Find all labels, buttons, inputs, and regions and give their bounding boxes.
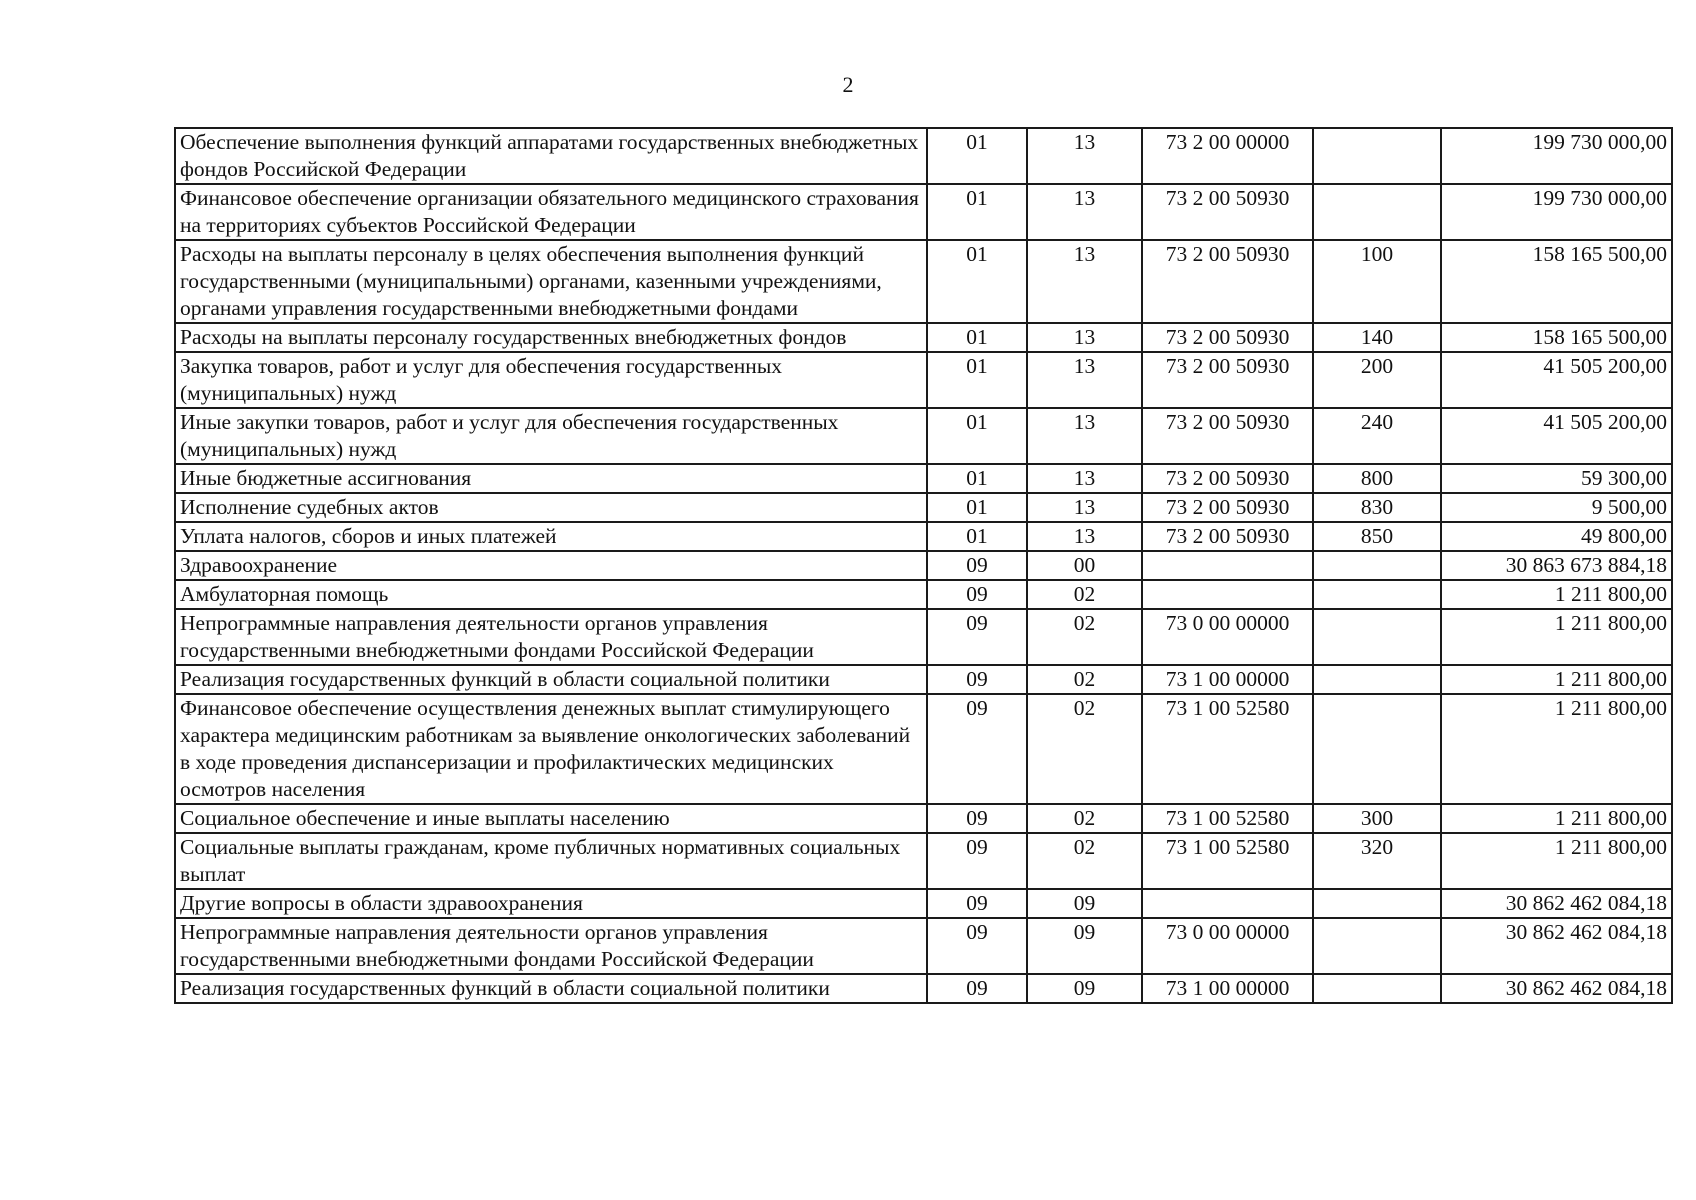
section-code-cell: 01 bbox=[927, 352, 1027, 408]
row-name-cell: Непрограммные направления деятельности органов управления государственными внебюджетными фондами Российской Федерации bbox=[175, 609, 927, 665]
table-row bbox=[175, 522, 1672, 551]
amount-cell: 1 211 800,00 bbox=[1441, 694, 1672, 804]
target-article-cell: 73 2 00 00000 bbox=[1142, 128, 1313, 184]
target-article-cell: 73 2 00 50930 bbox=[1142, 240, 1313, 323]
table-row bbox=[175, 804, 1672, 833]
subsection-code-cell: 02 bbox=[1027, 804, 1142, 833]
amount-cell: 1 211 800,00 bbox=[1441, 580, 1672, 609]
section-code-cell: 09 bbox=[927, 833, 1027, 889]
expense-type-cell bbox=[1313, 665, 1441, 694]
target-article-cell: 73 2 00 50930 bbox=[1142, 522, 1313, 551]
row-name-cell: Финансовое обеспечение осуществления денежных выплат стимулирующего характера медицинским работникам за выявление онкологических заболеваний в ходе проведения диспансеризации и профилактических медицинских осмотров населения bbox=[175, 694, 927, 804]
expense-type-cell bbox=[1313, 609, 1441, 665]
row-name-cell: Уплата налогов, сборов и иных платежей bbox=[175, 522, 927, 551]
amount-cell: 41 505 200,00 bbox=[1441, 352, 1672, 408]
table-row bbox=[175, 184, 1672, 240]
amount-cell: 41 505 200,00 bbox=[1441, 408, 1672, 464]
amount-cell: 9 500,00 bbox=[1441, 493, 1672, 522]
section-code-cell: 01 bbox=[927, 408, 1027, 464]
subsection-code-cell: 09 bbox=[1027, 974, 1142, 1003]
target-article-cell: 73 2 00 50930 bbox=[1142, 352, 1313, 408]
table-row bbox=[175, 408, 1672, 464]
expense-type-cell bbox=[1313, 551, 1441, 580]
subsection-code-cell: 13 bbox=[1027, 522, 1142, 551]
row-name-cell: Расходы на выплаты персоналу в целях обеспечения выполнения функций государственными (муниципальными) органами, казенными учреждениями, органами управления государственными внебюджетными фондами bbox=[175, 240, 927, 323]
amount-cell: 30 862 462 084,18 bbox=[1441, 889, 1672, 918]
table-row bbox=[175, 974, 1672, 1003]
section-code-cell: 09 bbox=[927, 551, 1027, 580]
expense-type-cell: 830 bbox=[1313, 493, 1441, 522]
table-row bbox=[175, 918, 1672, 974]
expense-type-cell: 800 bbox=[1313, 464, 1441, 493]
amount-cell: 59 300,00 bbox=[1441, 464, 1672, 493]
table-row bbox=[175, 580, 1672, 609]
amount-cell: 1 211 800,00 bbox=[1441, 665, 1672, 694]
subsection-code-cell: 13 bbox=[1027, 352, 1142, 408]
subsection-code-cell: 13 bbox=[1027, 493, 1142, 522]
target-article-cell: 73 1 00 00000 bbox=[1142, 974, 1313, 1003]
table-row bbox=[175, 694, 1672, 804]
expense-type-cell bbox=[1313, 184, 1441, 240]
section-code-cell: 09 bbox=[927, 974, 1027, 1003]
row-name-cell: Непрограммные направления деятельности органов управления государственными внебюджетными фондами Российской Федерации bbox=[175, 918, 927, 974]
table-row bbox=[175, 240, 1672, 323]
table-row bbox=[175, 551, 1672, 580]
expense-type-cell: 300 bbox=[1313, 804, 1441, 833]
amount-cell: 1 211 800,00 bbox=[1441, 609, 1672, 665]
table-row bbox=[175, 493, 1672, 522]
expense-type-cell: 140 bbox=[1313, 323, 1441, 352]
target-article-cell: 73 0 00 00000 bbox=[1142, 609, 1313, 665]
section-code-cell: 09 bbox=[927, 694, 1027, 804]
subsection-code-cell: 02 bbox=[1027, 694, 1142, 804]
expense-type-cell: 240 bbox=[1313, 408, 1441, 464]
amount-cell: 158 165 500,00 bbox=[1441, 240, 1672, 323]
target-article-cell: 73 2 00 50930 bbox=[1142, 184, 1313, 240]
section-code-cell: 09 bbox=[927, 665, 1027, 694]
expense-type-cell: 320 bbox=[1313, 833, 1441, 889]
row-name-cell: Исполнение судебных актов bbox=[175, 493, 927, 522]
subsection-code-cell: 02 bbox=[1027, 833, 1142, 889]
expense-type-cell: 100 bbox=[1313, 240, 1441, 323]
target-article-cell: 73 2 00 50930 bbox=[1142, 408, 1313, 464]
expense-type-cell bbox=[1313, 974, 1441, 1003]
target-article-cell bbox=[1142, 580, 1313, 609]
target-article-cell: 73 2 00 50930 bbox=[1142, 493, 1313, 522]
amount-cell: 199 730 000,00 bbox=[1441, 128, 1672, 184]
target-article-cell: 73 1 00 00000 bbox=[1142, 665, 1313, 694]
section-code-cell: 01 bbox=[927, 464, 1027, 493]
row-name-cell: Социальное обеспечение и иные выплаты населению bbox=[175, 804, 927, 833]
target-article-cell: 73 0 00 00000 bbox=[1142, 918, 1313, 974]
target-article-cell bbox=[1142, 889, 1313, 918]
section-code-cell: 01 bbox=[927, 240, 1027, 323]
target-article-cell: 73 1 00 52580 bbox=[1142, 804, 1313, 833]
table-row bbox=[175, 665, 1672, 694]
row-name-cell: Социальные выплаты гражданам, кроме публичных нормативных социальных выплат bbox=[175, 833, 927, 889]
budget-table bbox=[174, 127, 1673, 1004]
expense-type-cell bbox=[1313, 694, 1441, 804]
subsection-code-cell: 13 bbox=[1027, 323, 1142, 352]
page-number: 2 bbox=[842, 72, 854, 97]
section-code-cell: 09 bbox=[927, 804, 1027, 833]
row-name-cell: Реализация государственных функций в области социальной политики bbox=[175, 974, 927, 1003]
section-code-cell: 01 bbox=[927, 522, 1027, 551]
row-name-cell: Закупка товаров, работ и услуг для обеспечения государственных (муниципальных) нужд bbox=[175, 352, 927, 408]
section-code-cell: 09 bbox=[927, 580, 1027, 609]
expense-type-cell: 850 bbox=[1313, 522, 1441, 551]
amount-cell: 158 165 500,00 bbox=[1441, 323, 1672, 352]
expense-type-cell: 200 bbox=[1313, 352, 1441, 408]
subsection-code-cell: 02 bbox=[1027, 665, 1142, 694]
amount-cell: 30 862 462 084,18 bbox=[1441, 974, 1672, 1003]
amount-cell: 30 863 673 884,18 bbox=[1441, 551, 1672, 580]
expense-type-cell bbox=[1313, 918, 1441, 974]
amount-cell: 30 862 462 084,18 bbox=[1441, 918, 1672, 974]
section-code-cell: 01 bbox=[927, 128, 1027, 184]
row-name-cell: Обеспечение выполнения функций аппаратами государственных внебюджетных фондов Российской Федерации bbox=[175, 128, 927, 184]
amount-cell: 1 211 800,00 bbox=[1441, 804, 1672, 833]
row-name-cell: Финансовое обеспечение организации обязательного медицинского страхования на территориях субъектов Российской Федерации bbox=[175, 184, 927, 240]
target-article-cell: 73 1 00 52580 bbox=[1142, 694, 1313, 804]
subsection-code-cell: 09 bbox=[1027, 889, 1142, 918]
table-row bbox=[175, 889, 1672, 918]
subsection-code-cell: 13 bbox=[1027, 184, 1142, 240]
row-name-cell: Иные бюджетные ассигнования bbox=[175, 464, 927, 493]
section-code-cell: 09 bbox=[927, 918, 1027, 974]
target-article-cell: 73 2 00 50930 bbox=[1142, 323, 1313, 352]
table-row bbox=[175, 352, 1672, 408]
amount-cell: 199 730 000,00 bbox=[1441, 184, 1672, 240]
table-row bbox=[175, 323, 1672, 352]
amount-cell: 49 800,00 bbox=[1441, 522, 1672, 551]
subsection-code-cell: 02 bbox=[1027, 580, 1142, 609]
target-article-cell bbox=[1142, 551, 1313, 580]
expense-type-cell bbox=[1313, 580, 1441, 609]
section-code-cell: 09 bbox=[927, 609, 1027, 665]
subsection-code-cell: 13 bbox=[1027, 464, 1142, 493]
table-body bbox=[175, 128, 1672, 1003]
section-code-cell: 01 bbox=[927, 493, 1027, 522]
section-code-cell: 01 bbox=[927, 323, 1027, 352]
row-name-cell: Иные закупки товаров, работ и услуг для обеспечения государственных (муниципальных) нужд bbox=[175, 408, 927, 464]
section-code-cell: 09 bbox=[927, 889, 1027, 918]
table-row bbox=[175, 609, 1672, 665]
subsection-code-cell: 00 bbox=[1027, 551, 1142, 580]
target-article-cell: 73 1 00 52580 bbox=[1142, 833, 1313, 889]
subsection-code-cell: 13 bbox=[1027, 240, 1142, 323]
subsection-code-cell: 02 bbox=[1027, 609, 1142, 665]
table-row bbox=[175, 464, 1672, 493]
subsection-code-cell: 13 bbox=[1027, 128, 1142, 184]
target-article-cell: 73 2 00 50930 bbox=[1142, 464, 1313, 493]
table-row bbox=[175, 833, 1672, 889]
expense-type-cell bbox=[1313, 128, 1441, 184]
row-name-cell: Другие вопросы в области здравоохранения bbox=[175, 889, 927, 918]
row-name-cell: Расходы на выплаты персоналу государственных внебюджетных фондов bbox=[175, 323, 927, 352]
expense-type-cell bbox=[1313, 889, 1441, 918]
row-name-cell: Здравоохранение bbox=[175, 551, 927, 580]
row-name-cell: Реализация государственных функций в области социальной политики bbox=[175, 665, 927, 694]
amount-cell: 1 211 800,00 bbox=[1441, 833, 1672, 889]
table-row bbox=[175, 128, 1672, 184]
section-code-cell: 01 bbox=[927, 184, 1027, 240]
row-name-cell: Амбулаторная помощь bbox=[175, 580, 927, 609]
subsection-code-cell: 09 bbox=[1027, 918, 1142, 974]
subsection-code-cell: 13 bbox=[1027, 408, 1142, 464]
